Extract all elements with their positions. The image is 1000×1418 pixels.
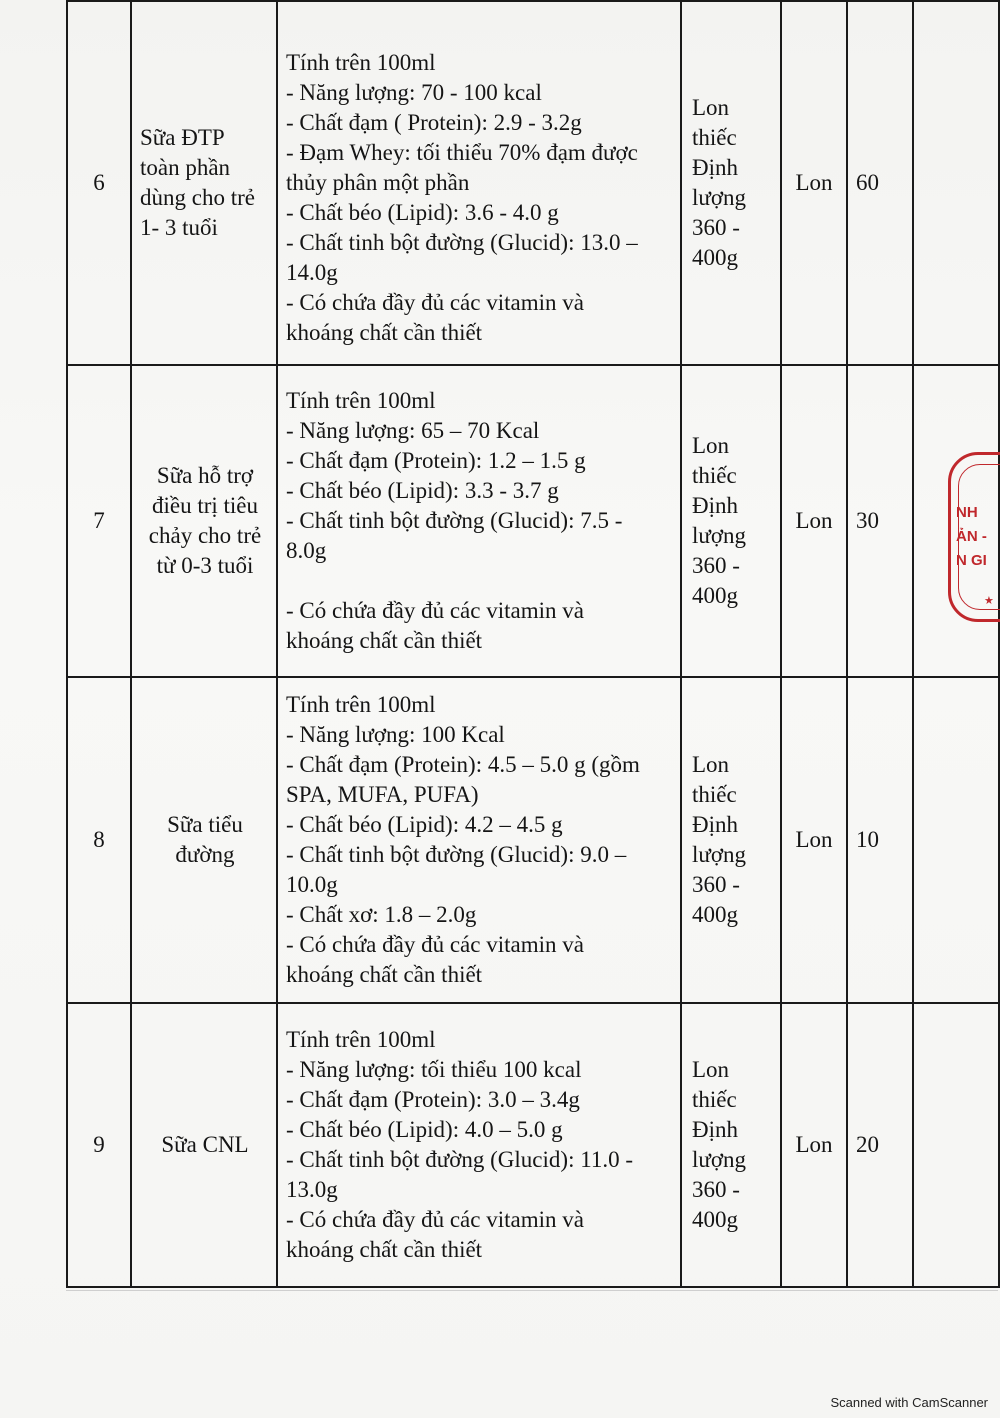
packaging-cell [681, 1003, 781, 1287]
product-name-line: Sữa ĐTP [140, 125, 225, 150]
spec-cell [277, 677, 681, 1003]
stt-cell [67, 365, 131, 677]
packaging-line: Định [692, 1117, 738, 1142]
spec-line: - Đạm Whey: tối thiểu 70% đạm được [286, 140, 638, 165]
spec-line: - Có chứa đầy đủ các vitamin và [286, 1207, 584, 1232]
product-name-line: điều trị tiêu [151, 493, 259, 518]
stamp-text: NH [956, 504, 978, 521]
product-name-line: 1- 3 tuổi [140, 215, 218, 240]
spec-line: - Chất tinh bột đường (Glucid): 7.5 - [286, 508, 623, 533]
product-name-cell [131, 1003, 277, 1287]
quantity-value: 20 [856, 1132, 879, 1157]
stt-value: 7 [93, 508, 105, 533]
spec-line: khoáng chất cần thiết [286, 628, 483, 653]
spec-line: - Có chứa đầy đủ các vitamin và [286, 932, 584, 957]
table-row [67, 365, 999, 677]
packaging-line: 360 - [692, 1177, 740, 1202]
unit-cell [781, 677, 847, 1003]
spec-cell [277, 1, 681, 365]
divider [66, 1290, 998, 1291]
stt-value: 8 [93, 827, 105, 852]
product-name-line: dùng cho trẻ [140, 185, 255, 210]
spec-cell [277, 365, 681, 677]
spec-line: - Chất béo (Lipid): 3.6 - 4.0 g [286, 200, 559, 225]
product-name-cell [131, 1, 277, 365]
quantity-cell [847, 1003, 913, 1287]
spec-line: 13.0g [286, 1177, 338, 1202]
product-name-cell [131, 365, 277, 677]
product-name-line: đường [175, 842, 235, 867]
quantity-value: 30 [856, 508, 879, 533]
unit-value: Lon [795, 508, 833, 533]
packaging-line: 400g [692, 1207, 738, 1232]
unit-value: Lon [795, 1132, 833, 1157]
stt-value: 9 [93, 1132, 105, 1157]
stamp-text: ẢN - [956, 528, 987, 545]
spec-line: Tính trên 100ml [286, 692, 436, 717]
packaging-line: Lon [692, 752, 730, 777]
packaging-line: Định [692, 155, 738, 180]
packaging-line: 400g [692, 902, 738, 927]
quantity-value: 10 [856, 827, 879, 852]
spec-cell [277, 1003, 681, 1287]
stt-value: 6 [93, 170, 105, 195]
product-name-line: chảy cho trẻ [148, 523, 262, 548]
red-stamp [948, 452, 1000, 622]
stamp-text: N GI [956, 552, 987, 569]
spec-line: - Chất đạm (Protein): 3.0 – 3.4g [286, 1087, 580, 1112]
spec-line: - Năng lượng: 65 – 70 Kcal [286, 418, 540, 443]
packaging-line: Lon [692, 1057, 730, 1082]
spec-line: - Chất tinh bột đường (Glucid): 9.0 – [286, 842, 627, 867]
product-name-line: Sữa hỗ trợ [156, 463, 254, 488]
unit-cell [781, 1003, 847, 1287]
stt-cell [67, 1003, 131, 1287]
spec-line: khoáng chất cần thiết [286, 320, 483, 345]
spec-gap [286, 566, 674, 596]
spec-line: - Chất đạm ( Protein): 2.9 - 3.2g [286, 110, 582, 135]
empty-cell [913, 677, 999, 1003]
spec-line: - Chất tinh bột đường (Glucid): 13.0 – [286, 230, 638, 255]
table-row [67, 677, 999, 1003]
packaging-line: 400g [692, 245, 738, 270]
product-name-line: toàn phần [140, 155, 231, 180]
spec-line: - Chất tinh bột đường (Glucid): 11.0 - [286, 1147, 634, 1172]
unit-value: Lon [795, 827, 833, 852]
spec-line: - Chất béo (Lipid): 3.3 - 3.7 g [286, 478, 559, 503]
empty-cell [913, 1003, 999, 1287]
packaging-line: lượng [692, 842, 747, 867]
spec-line: - Năng lượng: 70 - 100 kcal [286, 80, 542, 105]
product-name-line: Sữa CNL [161, 1132, 249, 1157]
unit-cell [781, 1, 847, 365]
packaging-line: thiếc [692, 782, 737, 807]
empty-cell [913, 1, 999, 365]
packaging-line: thiếc [692, 1087, 737, 1112]
quantity-cell [847, 365, 913, 677]
packaging-line: 360 - [692, 553, 740, 578]
packaging-line: Định [692, 493, 738, 518]
packaging-cell [681, 1, 781, 365]
spec-line: 8.0g [286, 538, 327, 563]
stt-cell [67, 677, 131, 1003]
stamp-star-icon: ★ [984, 595, 994, 607]
table-row [67, 1, 999, 365]
packaging-line: lượng [692, 185, 747, 210]
product-spec-table [66, 0, 1000, 1288]
spec-line: - Có chứa đầy đủ các vitamin và [286, 290, 584, 315]
quantity-cell [847, 1, 913, 365]
packaging-line: 360 - [692, 215, 740, 240]
spec-line: - Năng lượng: tối thiểu 100 kcal [286, 1057, 582, 1082]
spec-line: Tính trên 100ml [286, 50, 436, 75]
packaging-line: thiếc [692, 125, 737, 150]
spec-line: 10.0g [286, 872, 338, 897]
scanner-watermark: Scanned with CamScanner [830, 1395, 988, 1410]
spec-line: Tính trên 100ml [286, 388, 436, 413]
packaging-cell [681, 677, 781, 1003]
packaging-line: 400g [692, 583, 738, 608]
spec-line: - Năng lượng: 100 Kcal [286, 722, 505, 747]
packaging-line: Lon [692, 433, 730, 458]
spec-line: - Chất béo (Lipid): 4.2 – 4.5 g [286, 812, 563, 837]
packaging-line: lượng [692, 1147, 747, 1172]
spec-line: - Chất béo (Lipid): 4.0 – 5.0 g [286, 1117, 563, 1142]
packaging-line: lượng [692, 523, 747, 548]
unit-value: Lon [795, 170, 833, 195]
product-name-line: từ 0-3 tuổi [156, 553, 254, 578]
packaging-cell [681, 365, 781, 677]
product-name-line: Sữa tiểu [167, 812, 243, 837]
product-name-cell [131, 677, 277, 1003]
spec-line: - Chất xơ: 1.8 – 2.0g [286, 902, 477, 927]
packaging-line: 360 - [692, 872, 740, 897]
unit-cell [781, 365, 847, 677]
quantity-cell [847, 677, 913, 1003]
spec-line: - Có chứa đầy đủ các vitamin và [286, 598, 584, 623]
spec-line: SPA, MUFA, PUFA) [286, 782, 479, 807]
spec-line: - Chất đạm (Protein): 4.5 – 5.0 g (gồm [286, 752, 640, 777]
quantity-value: 60 [856, 170, 879, 195]
spec-line: khoáng chất cần thiết [286, 962, 483, 987]
packaging-line: Lon [692, 95, 730, 120]
packaging-line: thiếc [692, 463, 737, 488]
spec-line: thủy phân một phần [286, 170, 470, 195]
spec-line: khoáng chất cần thiết [286, 1237, 483, 1262]
spec-line: 14.0g [286, 260, 338, 285]
stt-cell [67, 1, 131, 365]
packaging-line: Định [692, 812, 738, 837]
table-row [67, 1003, 999, 1287]
spec-line: - Chất đạm (Protein): 1.2 – 1.5 g [286, 448, 586, 473]
spec-line: Tính trên 100ml [286, 1027, 436, 1052]
